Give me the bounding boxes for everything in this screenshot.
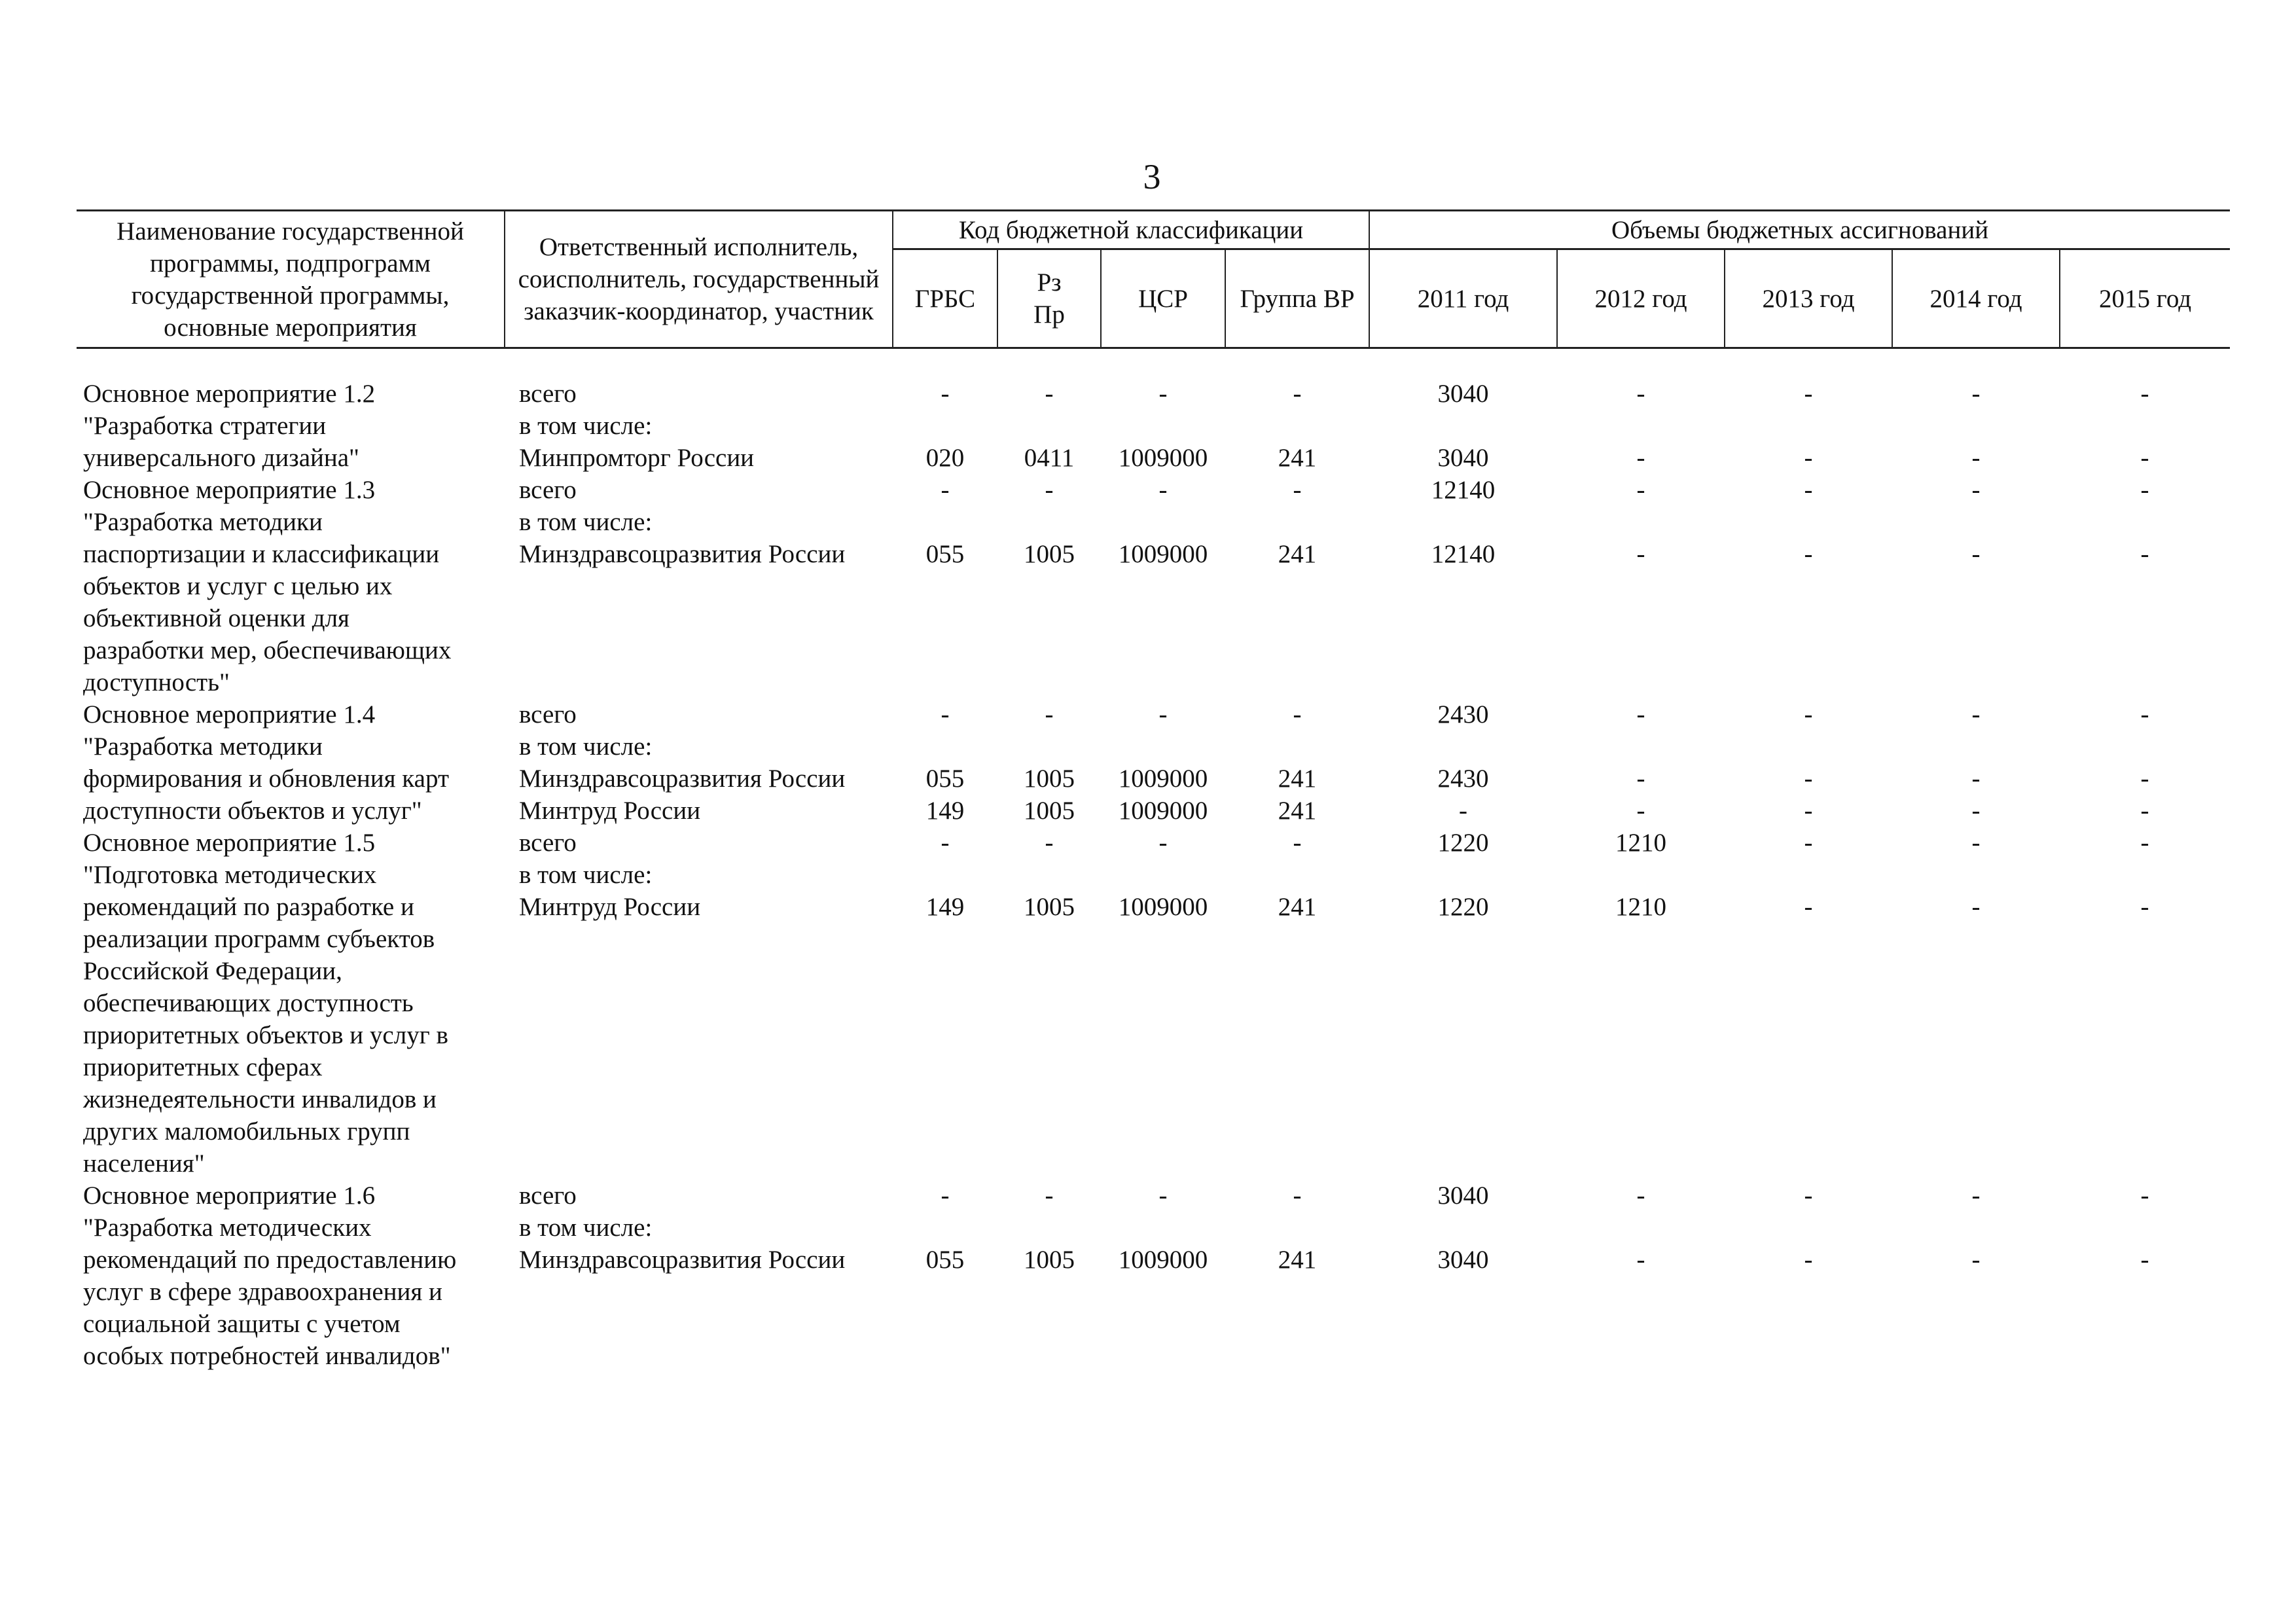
responsible-cell xyxy=(505,378,893,474)
responsible-line: всего xyxy=(519,700,577,729)
value-grbs xyxy=(893,859,997,891)
value-cell-csr xyxy=(1101,1180,1225,1372)
value-y2011 xyxy=(1369,410,1557,442)
value-y2011: 3040 xyxy=(1437,1246,1489,1274)
value-rzpr: 1005 xyxy=(1024,893,1075,921)
value-y2013: - xyxy=(1804,540,1813,568)
value-cell-vr xyxy=(1225,378,1369,474)
measure-name-line: паспортизации и классификации xyxy=(83,540,440,568)
value-cell-y2013 xyxy=(1725,474,1892,698)
measure-name-line: объектов и услуг с целью их xyxy=(83,572,393,600)
value-csr: 1009000 xyxy=(1118,1246,1208,1274)
responsible-line: Минздравсоцразвития России xyxy=(519,1246,846,1274)
value-rzpr: 1005 xyxy=(1024,1246,1075,1274)
measure-name xyxy=(77,378,505,474)
value-cell-csr xyxy=(1101,378,1225,474)
responsible-cell xyxy=(505,698,893,827)
value-vr xyxy=(1225,1212,1369,1244)
responsible-line: Минтруд России xyxy=(519,893,701,921)
value-y2014 xyxy=(1892,1212,2060,1244)
header-name: Наименование государственной программы, подпрограмм государственной программы, основные мероприятия xyxy=(77,211,505,348)
value-grbs xyxy=(893,1212,997,1244)
value-y2012: - xyxy=(1636,1246,1645,1274)
value-csr xyxy=(1101,410,1225,442)
value-y2014: - xyxy=(1971,893,1981,921)
value-cell-grbs xyxy=(893,1180,997,1372)
value-y2012 xyxy=(1557,731,1725,763)
value-csr: - xyxy=(1158,829,1168,857)
value-grbs: 149 xyxy=(925,797,965,825)
value-grbs: 020 xyxy=(925,444,965,472)
measure-name xyxy=(77,474,505,698)
responsible-cell xyxy=(505,1180,893,1372)
value-y2014: - xyxy=(1971,476,1981,504)
header-csr: ЦСР xyxy=(1101,249,1225,348)
measure-name-line: обеспечивающих доступность xyxy=(83,989,414,1017)
value-cell-vr xyxy=(1225,1180,1369,1372)
value-y2015: - xyxy=(2140,380,2149,408)
table-row xyxy=(77,698,2230,827)
measure-name-line: "Разработка методики xyxy=(83,508,323,536)
measure-name-line: "Разработка методики xyxy=(83,732,323,761)
value-rzpr: 1005 xyxy=(1024,540,1075,568)
value-cell-csr xyxy=(1101,474,1225,698)
value-rzpr xyxy=(997,1212,1101,1244)
measure-name-line: приоритетных сферах xyxy=(83,1053,323,1081)
value-y2011: - xyxy=(1459,797,1468,825)
value-rzpr xyxy=(997,731,1101,763)
value-cell-y2014 xyxy=(1892,827,2060,1180)
value-y2012: 1210 xyxy=(1615,893,1667,921)
value-y2015: - xyxy=(2140,540,2149,568)
measure-name xyxy=(77,827,505,1180)
value-rzpr: 1005 xyxy=(1024,797,1075,825)
responsible-line: в том числе: xyxy=(519,861,653,889)
measure-name xyxy=(77,698,505,827)
value-y2012: - xyxy=(1636,1182,1645,1210)
value-csr: - xyxy=(1158,700,1168,729)
responsible-line: в том числе: xyxy=(519,508,653,536)
value-y2011: 1220 xyxy=(1437,893,1489,921)
responsible-cell xyxy=(505,474,893,698)
value-cell-y2014 xyxy=(1892,378,2060,474)
value-cell-rzpr xyxy=(997,1180,1101,1372)
measure-name-line: услуг в сфере здравоохранения и xyxy=(83,1278,442,1306)
responsible-line: всего xyxy=(519,380,577,408)
measure-name-line: "Подготовка методических xyxy=(83,861,377,889)
value-grbs: 055 xyxy=(925,1246,965,1274)
value-y2014: - xyxy=(1971,1246,1981,1274)
value-rzpr: 1005 xyxy=(1024,765,1075,793)
value-y2012: - xyxy=(1636,765,1645,793)
value-cell-y2012 xyxy=(1557,827,1725,1180)
value-grbs xyxy=(893,731,997,763)
header-grbs: ГРБС xyxy=(893,249,997,348)
responsible-line: всего xyxy=(519,476,577,504)
value-csr xyxy=(1101,859,1225,891)
measure-name-line: рекомендаций по предоставлению xyxy=(83,1246,457,1274)
value-vr xyxy=(1225,506,1369,538)
value-cell-y2011 xyxy=(1369,378,1557,474)
measure-name-line: Основное мероприятие 1.5 xyxy=(83,829,376,857)
value-cell-y2011 xyxy=(1369,698,1557,827)
value-y2014: - xyxy=(1971,1182,1981,1210)
value-cell-y2014 xyxy=(1892,474,2060,698)
value-rzpr: - xyxy=(1045,380,1054,408)
value-y2013 xyxy=(1725,859,1892,891)
value-grbs: - xyxy=(941,476,950,504)
measure-name-line: Российской Федерации, xyxy=(83,957,342,985)
value-y2013: - xyxy=(1804,380,1813,408)
responsible-line: Минздравсоцразвития России xyxy=(519,540,846,568)
value-grbs: 055 xyxy=(925,765,965,793)
responsible-line: Минтруд России xyxy=(519,797,701,825)
value-y2014 xyxy=(1892,859,2060,891)
measure-name-line: "Разработка методических xyxy=(83,1214,372,1242)
value-y2015: - xyxy=(2140,700,2149,729)
value-vr: - xyxy=(1293,829,1302,857)
responsible-line: всего xyxy=(519,829,577,857)
value-y2014: - xyxy=(1971,444,1981,472)
value-cell-y2011 xyxy=(1369,474,1557,698)
value-cell-grbs xyxy=(893,474,997,698)
measure-name-line: населения" xyxy=(83,1149,205,1178)
measure-name-line: социальной защиты с учетом xyxy=(83,1310,401,1338)
value-cell-y2013 xyxy=(1725,1180,1892,1372)
value-vr: - xyxy=(1293,380,1302,408)
value-y2013: - xyxy=(1804,444,1813,472)
value-y2013: - xyxy=(1804,893,1813,921)
value-rzpr: - xyxy=(1045,1182,1054,1210)
table-row xyxy=(77,474,2230,698)
value-vr: 241 xyxy=(1278,893,1317,921)
value-y2013: - xyxy=(1804,797,1813,825)
value-cell-vr xyxy=(1225,827,1369,1180)
value-y2012: - xyxy=(1636,540,1645,568)
value-cell-csr xyxy=(1101,827,1225,1180)
page-number: 3 xyxy=(1143,157,1161,196)
header-vr: Группа ВР xyxy=(1225,249,1369,348)
value-cell-rzpr xyxy=(997,378,1101,474)
value-y2011: 1220 xyxy=(1437,829,1489,857)
value-csr: 1009000 xyxy=(1118,540,1208,568)
value-y2013: - xyxy=(1804,829,1813,857)
value-cell-vr xyxy=(1225,474,1369,698)
header-2015: 2015 год xyxy=(2060,249,2230,348)
measure-name-line: других маломобильных групп xyxy=(83,1117,410,1146)
value-y2013: - xyxy=(1804,1246,1813,1274)
value-y2015: - xyxy=(2140,829,2149,857)
value-grbs xyxy=(893,410,997,442)
value-y2012: - xyxy=(1636,380,1645,408)
value-y2012: - xyxy=(1636,700,1645,729)
value-y2013 xyxy=(1725,506,1892,538)
value-y2013: - xyxy=(1804,700,1813,729)
measure-name-line: жизнедеятельности инвалидов и xyxy=(83,1085,437,1113)
measure-name-line: разработки мер, обеспечивающих xyxy=(83,636,452,664)
value-grbs: 055 xyxy=(925,540,965,568)
value-rzpr: 0411 xyxy=(1024,444,1075,472)
value-csr: 1009000 xyxy=(1118,797,1208,825)
value-y2011: 3040 xyxy=(1437,444,1489,472)
measure-name-line: формирования и обновления карт xyxy=(83,765,450,793)
value-y2013 xyxy=(1725,731,1892,763)
measure-name-line: Основное мероприятие 1.4 xyxy=(83,700,376,729)
measure-name-line: доступности объектов и услуг" xyxy=(83,797,422,825)
value-y2015: - xyxy=(2140,444,2149,472)
value-y2015: - xyxy=(2140,765,2149,793)
value-grbs: 149 xyxy=(925,893,965,921)
value-grbs: - xyxy=(941,700,950,729)
value-y2011 xyxy=(1369,731,1557,763)
value-y2013: - xyxy=(1804,765,1813,793)
value-cell-y2012 xyxy=(1557,698,1725,827)
value-csr: - xyxy=(1158,380,1168,408)
value-y2013: - xyxy=(1804,476,1813,504)
value-cell-y2015 xyxy=(2060,698,2230,827)
value-cell-y2014 xyxy=(1892,698,2060,827)
responsible-line: в том числе: xyxy=(519,732,653,761)
value-y2013: - xyxy=(1804,1182,1813,1210)
value-rzpr xyxy=(997,859,1101,891)
value-rzpr xyxy=(997,410,1101,442)
value-y2014 xyxy=(1892,506,2060,538)
value-cell-rzpr xyxy=(997,698,1101,827)
measure-name-line: Основное мероприятие 1.2 xyxy=(83,380,376,408)
value-y2015 xyxy=(2060,1212,2230,1244)
value-cell-vr xyxy=(1225,698,1369,827)
value-cell-y2014 xyxy=(1892,1180,2060,1372)
value-cell-y2013 xyxy=(1725,827,1892,1180)
value-cell-y2015 xyxy=(2060,827,2230,1180)
responsible-cell xyxy=(505,827,893,1180)
value-cell-y2011 xyxy=(1369,827,1557,1180)
measure-name-line: реализации программ субъектов xyxy=(83,925,435,953)
value-vr: - xyxy=(1293,700,1302,729)
value-grbs xyxy=(893,506,997,538)
value-grbs: - xyxy=(941,829,950,857)
value-vr: - xyxy=(1293,1182,1302,1210)
value-y2015: - xyxy=(2140,797,2149,825)
value-y2015: - xyxy=(2140,893,2149,921)
responsible-line: Минздравсоцразвития России xyxy=(519,765,846,793)
value-y2012: - xyxy=(1636,444,1645,472)
header-2014: 2014 год xyxy=(1892,249,2060,348)
value-y2015 xyxy=(2060,410,2230,442)
value-y2015: - xyxy=(2140,476,2149,504)
value-y2013 xyxy=(1725,410,1892,442)
responsible-line: Минпромторг России xyxy=(519,444,755,472)
value-grbs: - xyxy=(941,380,950,408)
value-vr xyxy=(1225,410,1369,442)
value-csr xyxy=(1101,1212,1225,1244)
value-vr: 241 xyxy=(1278,765,1317,793)
responsible-line: всего xyxy=(519,1182,577,1210)
header-code-group: Код бюджетной классификации xyxy=(893,211,1369,249)
measure-name-line: рекомендаций по разработке и xyxy=(83,893,414,921)
value-y2014 xyxy=(1892,731,2060,763)
measure-name-line: особых потребностей инвалидов" xyxy=(83,1342,451,1370)
value-y2011: 3040 xyxy=(1437,1182,1489,1210)
value-y2012 xyxy=(1557,410,1725,442)
value-cell-y2015 xyxy=(2060,378,2230,474)
value-rzpr xyxy=(997,506,1101,538)
value-vr: 241 xyxy=(1278,797,1317,825)
value-rzpr: - xyxy=(1045,700,1054,729)
value-cell-csr xyxy=(1101,698,1225,827)
value-vr xyxy=(1225,859,1369,891)
value-y2015 xyxy=(2060,506,2230,538)
value-y2012: - xyxy=(1636,476,1645,504)
value-cell-grbs xyxy=(893,698,997,827)
value-cell-y2012 xyxy=(1557,378,1725,474)
value-csr xyxy=(1101,506,1225,538)
value-vr: 241 xyxy=(1278,1246,1317,1274)
value-cell-y2015 xyxy=(2060,1180,2230,1372)
value-y2014: - xyxy=(1971,765,1981,793)
header-2013: 2013 год xyxy=(1725,249,1892,348)
value-vr: - xyxy=(1293,476,1302,504)
value-vr xyxy=(1225,731,1369,763)
value-y2012 xyxy=(1557,506,1725,538)
value-rzpr: - xyxy=(1045,829,1054,857)
value-csr: 1009000 xyxy=(1118,444,1208,472)
value-cell-y2012 xyxy=(1557,474,1725,698)
value-y2012 xyxy=(1557,1212,1725,1244)
header-2011: 2011 год xyxy=(1369,249,1557,348)
value-csr: - xyxy=(1158,1182,1168,1210)
budget-table xyxy=(77,209,2230,1372)
value-cell-grbs xyxy=(893,378,997,474)
table-row xyxy=(77,378,2230,474)
value-cell-y2015 xyxy=(2060,474,2230,698)
value-y2014: - xyxy=(1971,540,1981,568)
table-row xyxy=(77,1180,2230,1372)
value-y2011: 3040 xyxy=(1437,380,1489,408)
value-y2015: - xyxy=(2140,1246,2149,1274)
value-cell-rzpr xyxy=(997,474,1101,698)
value-y2015 xyxy=(2060,731,2230,763)
header-2012: 2012 год xyxy=(1557,249,1725,348)
value-vr: 241 xyxy=(1278,540,1317,568)
value-cell-rzpr xyxy=(997,827,1101,1180)
value-y2011 xyxy=(1369,859,1557,891)
value-cell-grbs xyxy=(893,827,997,1180)
value-cell-y2013 xyxy=(1725,698,1892,827)
value-grbs: - xyxy=(941,1182,950,1210)
measure-name-line: Основное мероприятие 1.3 xyxy=(83,476,376,504)
measure-name-line: объективной оценки для xyxy=(83,604,350,632)
value-y2011: 12140 xyxy=(1431,476,1496,504)
value-y2015: - xyxy=(2140,1182,2149,1210)
value-y2012 xyxy=(1557,859,1725,891)
value-y2012: - xyxy=(1636,797,1645,825)
responsible-line: в том числе: xyxy=(519,412,653,440)
measure-name-line: доступность" xyxy=(83,668,230,696)
measure-name xyxy=(77,1180,505,1372)
value-y2014: - xyxy=(1971,797,1981,825)
value-csr: 1009000 xyxy=(1118,765,1208,793)
value-rzpr: - xyxy=(1045,476,1054,504)
value-cell-y2012 xyxy=(1557,1180,1725,1372)
value-cell-y2011 xyxy=(1369,1180,1557,1372)
value-y2011 xyxy=(1369,506,1557,538)
value-y2011: 2430 xyxy=(1437,700,1489,729)
table-row xyxy=(77,827,2230,1180)
value-y2011: 12140 xyxy=(1431,540,1496,568)
value-y2011: 2430 xyxy=(1437,765,1489,793)
value-y2015 xyxy=(2060,859,2230,891)
header-responsible: Ответственный исполнитель, соисполнитель, государственный заказчик-координатор, участник xyxy=(505,211,893,348)
value-csr: 1009000 xyxy=(1118,893,1208,921)
measure-name-line: "Разработка стратегии xyxy=(83,412,327,440)
value-cell-y2013 xyxy=(1725,378,1892,474)
header-volume-group: Объемы бюджетных ассигнований xyxy=(1369,211,2230,249)
measure-name-line: универсального дизайна" xyxy=(83,444,359,472)
value-y2014: - xyxy=(1971,700,1981,729)
measure-name-line: приоритетных объектов и услуг в xyxy=(83,1021,448,1049)
responsible-line: в том числе: xyxy=(519,1214,653,1242)
value-y2014: - xyxy=(1971,380,1981,408)
value-y2014 xyxy=(1892,410,2060,442)
value-y2011 xyxy=(1369,1212,1557,1244)
value-vr: 241 xyxy=(1278,444,1317,472)
value-y2013 xyxy=(1725,1212,1892,1244)
value-csr xyxy=(1101,731,1225,763)
value-y2014: - xyxy=(1971,829,1981,857)
value-csr: - xyxy=(1158,476,1168,504)
header-rzpr: Рз Пр xyxy=(997,249,1101,348)
value-y2012: 1210 xyxy=(1615,829,1667,857)
measure-name-line: Основное мероприятие 1.6 xyxy=(83,1182,376,1210)
